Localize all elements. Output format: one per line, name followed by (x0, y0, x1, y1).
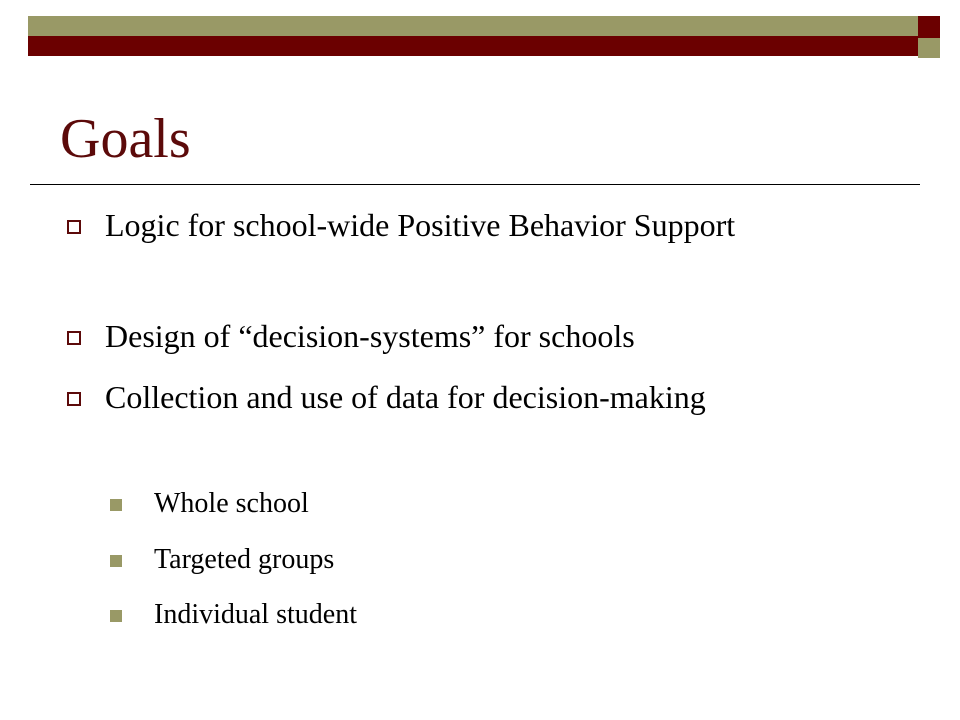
banner-maroon-square (918, 16, 940, 38)
bullet-text: Design of “decision-systems” for schools (105, 318, 635, 354)
banner-maroon-bar (28, 36, 918, 56)
title-divider (30, 184, 920, 185)
bullet-text: Collection and use of data for decision-making (105, 379, 706, 415)
filled-square-icon (110, 610, 122, 622)
sub-bullet-individual-student (110, 598, 810, 632)
bullet-item-collection (60, 378, 820, 417)
banner-olive-bar (28, 16, 918, 36)
top-banner (0, 0, 960, 70)
hollow-square-icon (67, 331, 81, 345)
sub-bullet-text: Targeted groups (154, 544, 335, 575)
slide-title: Goals (60, 108, 191, 170)
filled-square-icon (110, 499, 122, 511)
bullet-item-design (60, 317, 820, 356)
bullet-text: Logic for school-wide Positive Behavior Support (105, 207, 736, 243)
sub-bullet-targeted-groups (110, 543, 810, 577)
hollow-square-icon (67, 392, 81, 406)
sub-bullet-text: Individual student (154, 599, 357, 630)
sub-bullet-text: Whole school (154, 488, 309, 519)
filled-square-icon (110, 555, 122, 567)
bullet-item-logic (60, 206, 820, 245)
sub-bullet-whole-school (110, 487, 810, 521)
banner-olive-square (918, 38, 940, 58)
hollow-square-icon (67, 220, 81, 234)
